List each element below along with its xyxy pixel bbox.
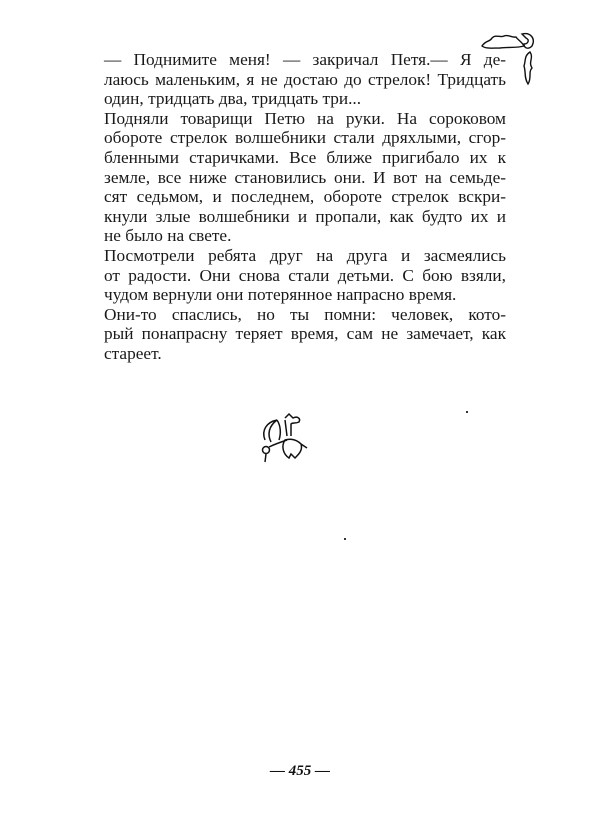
text-line: не было на свете. [104, 226, 232, 246]
story-text [70, 50, 506, 364]
text-line: Посмотрели ребята друг на друга и засмеялись [104, 245, 506, 265]
text-line: — Поднимите меня! — закричал Петя.— Я де- [104, 50, 506, 69]
text-line: стареет. [104, 343, 162, 363]
print-speck [344, 538, 346, 540]
text-line: чудом вернули они потерянное напрасно время. [104, 285, 457, 305]
text-line: земле, все ниже становились они. И вот на семьде- [104, 167, 506, 187]
text-line: рый понапрасну теряет время, сам не замечает, как [104, 324, 506, 344]
text-line: бленными старичками. Все ближе пригибало их к [104, 147, 506, 167]
paragraph-4 [70, 305, 506, 364]
paragraph-2 [70, 109, 506, 246]
text-line: Подняли товарищи Петю на руки. На сороковом [104, 108, 506, 128]
text-line: обороте стрелок волшебники стали дряхлыми, сгор- [104, 128, 506, 148]
print-speck [466, 411, 468, 413]
text-line: один, тридцать два, тридцать три... [104, 89, 362, 109]
text-line: лаюсь маленьким, я не достаю до стрелок! Тридцать [104, 69, 506, 89]
text-line: Они-то спаслись, но ты помни: человек, кото- [104, 304, 506, 324]
text-line: сят седьмом, и последнем, обороте стрелок вскри- [104, 187, 506, 207]
flower-sprig-ornament-icon [255, 410, 313, 466]
text-line: кнули злые волшебники и пропали, как будто их и [104, 206, 506, 226]
paragraph-1 [70, 50, 506, 109]
text-line: от радости. Они снова стали детьми. С бою взяли, [104, 265, 506, 285]
paragraph-3 [70, 246, 506, 305]
page-number: — 455 — [270, 763, 330, 779]
